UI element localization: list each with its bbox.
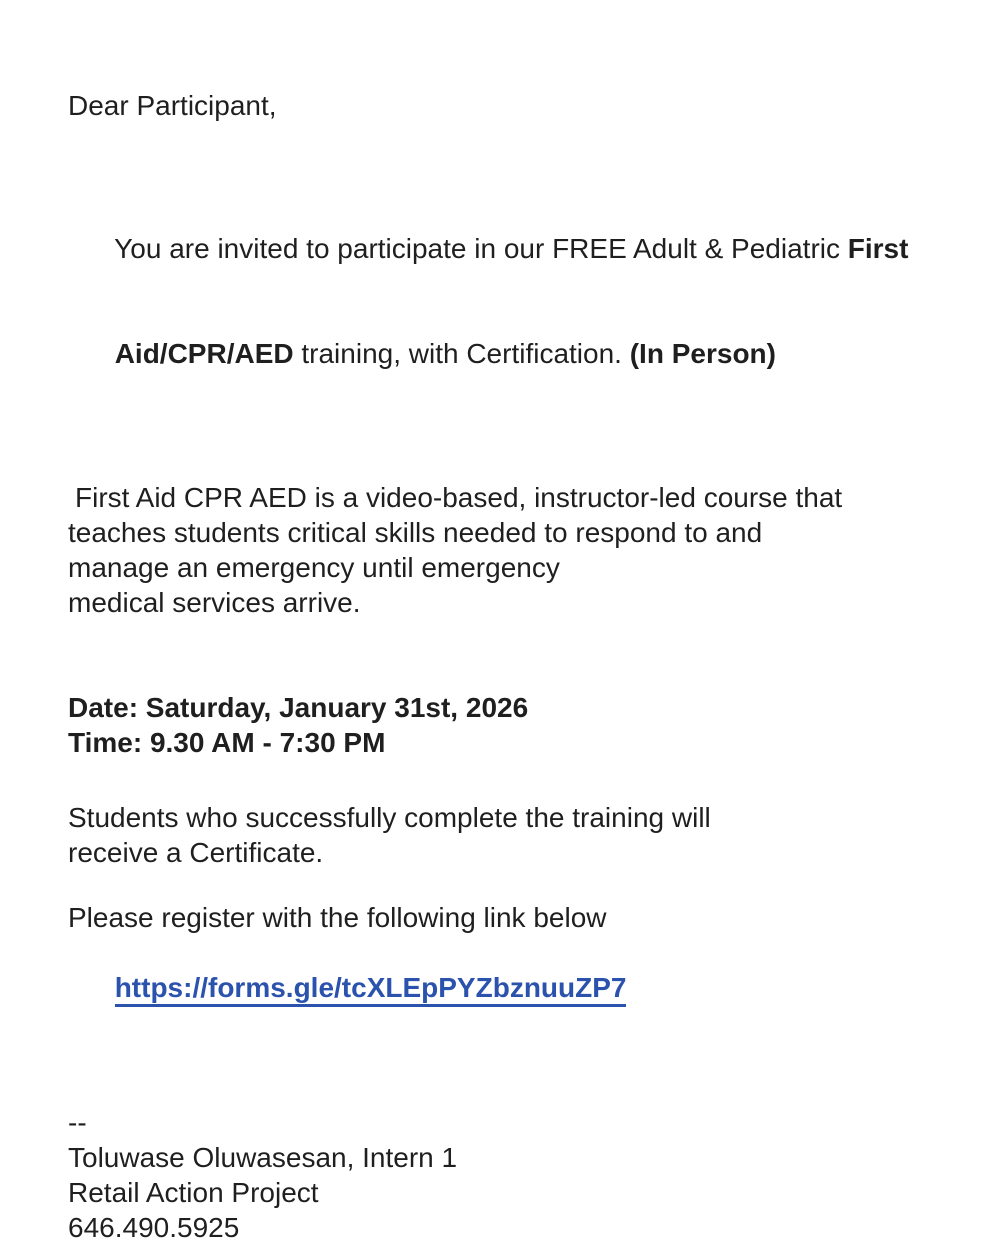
invite-text-normal: You are invited to participate in our FREE Adult & Pediatric <box>114 233 848 264</box>
description-line: manage an emergency until emergency <box>68 552 560 583</box>
description-line: First Aid CPR AED is a video-based, instructor-led course that <box>75 482 843 513</box>
certificate-line: receive a Certificate. <box>68 837 324 868</box>
invite-line-2 <box>68 301 969 406</box>
description-line: teaches students critical skills needed to respond to and <box>68 517 763 548</box>
certificate-note <box>68 800 969 870</box>
course-description <box>68 480 969 620</box>
certificate-line: Students who successfully complete the training will <box>68 802 711 833</box>
salutation: Dear Participant, <box>68 90 277 121</box>
invite-text-bold-course: First <box>847 233 909 264</box>
registration-section <box>68 900 969 1042</box>
signature-name: Toluwase Oluwasesan, Intern 1 <box>68 1142 458 1173</box>
register-instruction: Please register with the following link below <box>68 902 607 933</box>
registration-link-line <box>68 935 969 1042</box>
schedule-block <box>68 690 969 760</box>
invite-line-1 <box>68 196 969 301</box>
signature-phone: 646.490.5925 <box>68 1212 240 1243</box>
invite-text-normal2: training, with Certification. <box>293 338 630 369</box>
invite-paragraph <box>68 196 969 406</box>
signature-block <box>68 1105 969 1245</box>
registration-link[interactable]: https://forms.gle/tcXLEpPYZbznuuZP7 <box>115 972 627 1007</box>
invite-text-bold-inperson: (In Person) <box>629 338 776 369</box>
signature-org: Retail Action Project <box>68 1177 319 1208</box>
invite-text-bold-course2: Aid/CPR/AED <box>114 338 294 369</box>
description-line: medical services arrive. <box>68 587 361 618</box>
date-line: Date: Saturday, January 31st, 2026 <box>68 692 529 723</box>
time-line: Time: 9.30 AM - 7:30 PM <box>68 727 386 758</box>
signature-separator: -- <box>68 1107 87 1138</box>
